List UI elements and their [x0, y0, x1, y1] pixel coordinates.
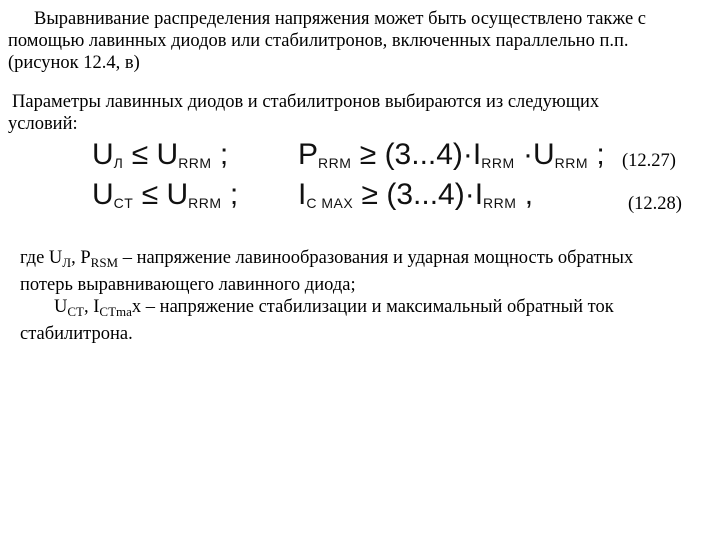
equation-1-voltage: $U_Л \le U_{RRM}$ ;	[92, 138, 229, 171]
definitions-line-4: стабилитрона.	[20, 324, 133, 344]
intro-line-2: помощью лавинных диодов или стабилитронов, включенных параллельно п.п.	[8, 31, 629, 51]
equation-1-power: $P_{RRM} \ge (3...4)\cdot I_{RRM} \cdot U_{RRM}$ ;	[298, 138, 605, 171]
definitions-paragraph	[20, 247, 633, 345]
intro-line-3: (рисунок 12.4, в)	[8, 53, 140, 73]
intro-line-1: Выравнивание распределения напряжения может быть осуществлено также с	[34, 9, 646, 29]
equation-2-number: (12.28)	[628, 194, 682, 214]
definitions-line-1: где $U_Л$, $P_{RSM}$ – напряжение лавинообразования и ударная мощность обратных	[20, 248, 634, 270]
equation-2-current: $I_{C MAX} \ge (3...4)\cdot I_{RRM}$ ,	[298, 178, 534, 211]
conditions-line-2: условий:	[8, 114, 78, 134]
conditions-paragraph	[8, 91, 599, 135]
equation-2-voltage: $U_{CT} \le U_{RRM}$ ;	[92, 178, 239, 211]
intro-paragraph	[8, 8, 646, 74]
conditions-line-1: Параметры лавинных диодов и стабилитронов выбираются из следующих	[12, 92, 600, 112]
definitions-line-2: потерь выравнивающего лавинного диода;	[20, 275, 356, 295]
equation-1-number: (12.27)	[622, 151, 676, 171]
definitions-line-3: $U_{CT}$, $I_{CTma}x$ – напряжение стабилизации и максимальный обратный ток	[54, 297, 614, 319]
